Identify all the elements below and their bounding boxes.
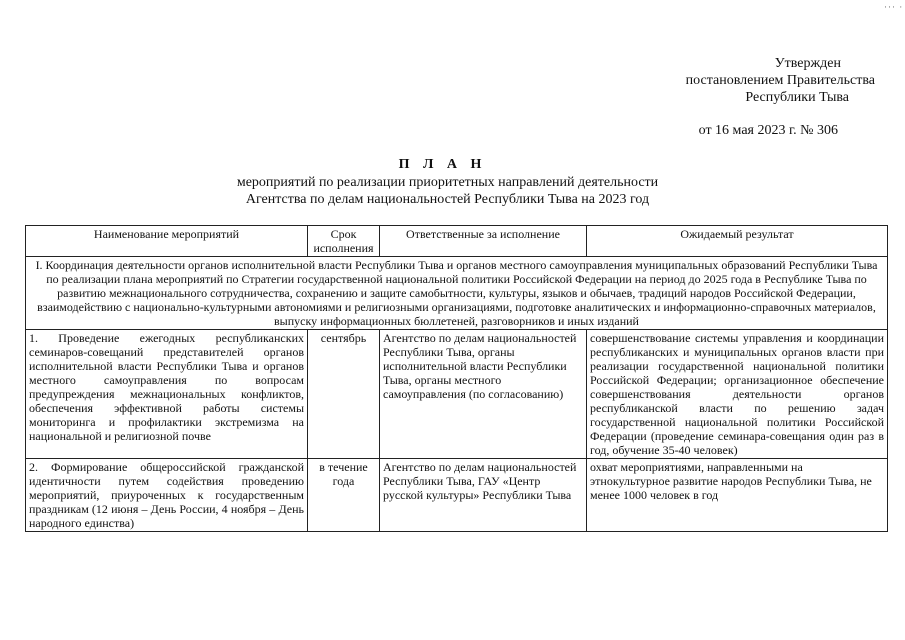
- plan-title: П Л А Н: [398, 157, 487, 172]
- row-2-result: охват мероприятиями, направленными на этнокультурное развитие народов Республики Тыва, не менее 1000 человек в год: [587, 459, 888, 532]
- row-2-term: в течение года: [308, 459, 380, 532]
- plan-heading: [0, 156, 905, 208]
- row-1-term: сентябрь: [308, 330, 380, 459]
- plan-table: [25, 225, 888, 532]
- section-row: [26, 257, 888, 330]
- approval-block: [686, 55, 875, 139]
- header-term: Срок исполнения: [308, 226, 380, 257]
- header-result: Ожидаемый результат: [587, 226, 888, 257]
- header-responsible: Ответственные за исполнение: [380, 226, 587, 257]
- row-1-result: совершенствование системы управления и координации республиканских и муниципальных органов власти при реализации государственной национальной политики Российской Федерации; организационное обеспечение совершенствования деятельности органов республиканской власти по решению задач государственной национальной политики Российской Федерации (проведение семинара-совещания один раз в год, обучение 35-40 человек): [587, 330, 888, 459]
- plan-subtitle-line-2: Агентства по делам национальностей Республики Тыва на 2023 год: [245, 192, 650, 207]
- row-1-name: 1. Проведение ежегодных республиканских семинаров-совещаний представителей органов исполнительной власти Республики Тыва и органов местного самоуправления по вопросам предупреждения межнациональных конфликтов, обеспечения эффективной работы системы мониторинга и профилактики экстремизма на национальной и религиозной почве: [26, 330, 308, 459]
- header-name: Наименование мероприятий: [26, 226, 308, 257]
- plan-subtitle-line-1: мероприятий по реализации приоритетных направлений деятельности: [236, 175, 659, 190]
- row-2-responsible: Агентство по делам национальностей Республики Тыва, ГАУ «Центр русской культуры» Республики Тыва: [380, 459, 587, 532]
- table-row: [26, 459, 888, 532]
- section-title: I. Координация деятельности органов исполнительной власти Республики Тыва и органов местного самоуправления муниципальных образований Республики Тыва по реализации плана мероприятий по Стратегии государственной национальной политики Российской Федерации на период до 2025 года в Республике Тыва по развитию межнационального сотрудничества, сохранению и защите самобытности, культуры, языков и обычаев, традиций народов Российской Федерации, взаимодействию с национально-культурными автономиями и религиозными организациями, подготовке аналитических и информационно-справочных материалов, выпуску информационных бюллетеней, разговорников и иных изданий: [26, 257, 888, 330]
- row-2-name: 2. Формирование общероссийской гражданской идентичности путем содействия проведению мероприятий, приуроченных к государственным праздникам (12 июня – День России, 4 ноября – День народного единства): [26, 459, 308, 532]
- approval-line-approved: Утвержден: [774, 56, 841, 71]
- row-1-responsible: Агентство по делам национальностей Республики Тыва, органы исполнительной власти Республики Тыва, органы местного самоуправления (по согласованию): [380, 330, 587, 459]
- approval-line-resolution: постановлением Правительства: [685, 73, 875, 88]
- table-header-row: [26, 226, 888, 257]
- page-mark: ··· ·: [884, 2, 904, 12]
- approval-line-republic: Республики Тыва: [745, 90, 849, 105]
- table-row: [26, 330, 888, 459]
- approval-date: от 16 мая 2023 г. № 306: [698, 123, 838, 138]
